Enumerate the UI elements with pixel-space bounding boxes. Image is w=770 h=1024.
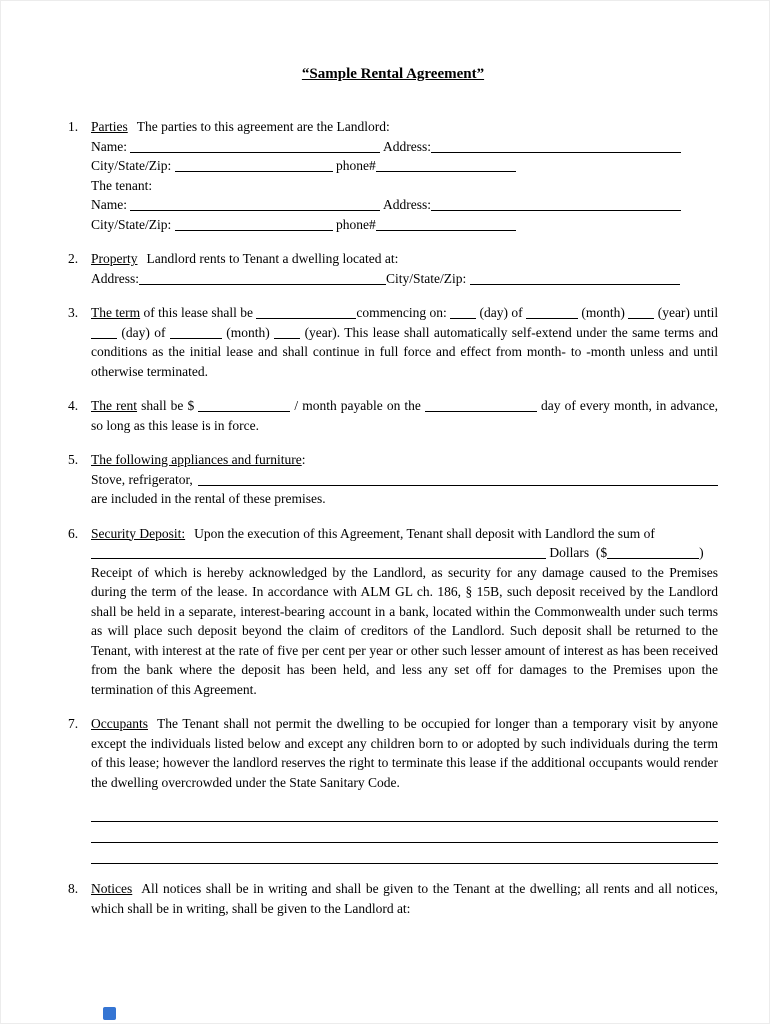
address-label: Address: (91, 270, 139, 286)
end-day-blank[interactable] (91, 325, 117, 339)
section-number: 1. (68, 119, 79, 134)
deposit-amount-numeric-blank[interactable] (607, 545, 699, 559)
heading-rent: The rent (91, 398, 138, 413)
heading-security-deposit: Security Deposit: (91, 525, 186, 541)
landlord-csz-blank[interactable] (175, 158, 333, 172)
heading-property: Property (91, 251, 138, 266)
appliances-blank[interactable] (198, 472, 718, 486)
occupants-blank-line-1[interactable] (91, 801, 718, 822)
section-security-deposit (68, 524, 718, 700)
section-number: 8. (68, 881, 79, 896)
term-text: of this lease shall be (143, 305, 253, 320)
appliances-list-text: Stove, refrigerator, (91, 471, 193, 487)
appliances-heading-line (91, 450, 718, 470)
section-occupants (68, 714, 718, 864)
rent-paragraph (91, 396, 718, 435)
landlord-name-blank[interactable] (130, 139, 380, 153)
deposit-body-paragraph: Receipt of which is hereby acknowledged by the Landlord, as security for any damage caused to the Premises during the term of the lease. In accordance with ALM GL ch. 186, § 15B, such deposit received by the Landlord shall be held in a separate, interest-bearing account in a bank, located within the Commonwealth under such terms as will place such deposit beyond the claim of creditors of the Landlord. Such deposit shall be returned to the Tenant, with interest at the rate of five per cent per year or other such lesser amount of interest as has been received from the bank where the deposit has been held, and less any set off for damages to the Premises upon the termination of this Agreement. (91, 564, 718, 697)
landlord-address-blank[interactable] (431, 139, 681, 153)
section-body (91, 879, 718, 918)
appliances-tail-line (91, 489, 718, 509)
section-body (91, 450, 718, 509)
deposit-amount-line (91, 543, 718, 563)
rent-tail-text: day of every month, in advance, so long as this lease is in force. (91, 398, 719, 433)
section-rent (68, 396, 718, 435)
rent-amount-blank[interactable] (198, 398, 290, 412)
property-address-blank[interactable] (139, 271, 386, 285)
section-number: 3. (68, 305, 79, 320)
document-title: “Sample Rental Agreement” (301, 66, 485, 82)
landlord-name-line (91, 137, 718, 157)
section-body (91, 714, 718, 864)
parties-intro-line (91, 117, 718, 137)
appliances-colon: : (301, 452, 306, 467)
name-label: Name: (91, 197, 127, 212)
term-month-text: (month) (226, 324, 270, 340)
term-year-text: (year) (657, 305, 690, 320)
tenant-phone-blank[interactable] (376, 217, 516, 231)
occupants-paragraph (91, 714, 718, 792)
notices-body-text: All notices shall be in writing and shall be given to the Tenant at the dwelling; all rents and all notices, which shall be in writing, shall be given to the Landlord at: (91, 881, 718, 916)
landlord-phone-blank[interactable] (376, 158, 516, 172)
rent-due-day-blank[interactable] (425, 398, 537, 412)
end-year-blank[interactable] (274, 325, 300, 339)
rent-text: shall be $ (141, 398, 195, 413)
occupants-body-text: The Tenant shall not permit the dwelling to be occupied for longer than a temporary visit by anyone except the individuals listed below and except any children born to or adopted by such individuals during the term of this lease; however the landlord reserves the right to terminate this lease if the additional occupants would render the dwelling overcrowded under the State Sanitary Code. (91, 716, 718, 790)
deposit-intro-line (91, 524, 718, 544)
heading-occupants: Occupants (91, 716, 148, 731)
property-intro-text: Landlord rents to Tenant a dwelling located at: (146, 251, 399, 266)
heading-parties: Parties (91, 119, 128, 134)
section-body (91, 249, 718, 288)
tenant-name-blank[interactable] (130, 197, 380, 211)
occupants-blank-lines (91, 801, 718, 864)
heading-notices: Notices (91, 881, 133, 896)
appliances-tail-text: are included in the rental of these premises. (91, 491, 326, 506)
csz-label: City/State/Zip: (386, 270, 467, 286)
deposit-intro-text: Upon the execution of this Agreement, Tenant shall deposit with Landlord the sum of (194, 525, 655, 541)
deposit-amount-words-blank[interactable] (91, 545, 546, 559)
parties-intro-text: The parties to this agreement are the Landlord: (136, 119, 390, 134)
section-number: 4. (68, 398, 79, 413)
property-intro-line (91, 249, 718, 269)
csz-label: City/State/Zip: (91, 158, 172, 173)
section-body (91, 117, 718, 234)
section-appliances (68, 450, 718, 509)
end-month-blank[interactable] (170, 325, 222, 339)
heading-appliances: The following appliances and furniture (91, 452, 302, 467)
rent-payable-text: / month payable on the (294, 398, 421, 413)
section-body (91, 396, 718, 435)
section-number: 7. (68, 716, 79, 731)
section-number: 6. (68, 525, 79, 541)
section-number: 5. (68, 452, 79, 467)
tenant-csz-blank[interactable] (175, 217, 333, 231)
term-until-text: until (693, 305, 719, 320)
occupants-blank-line-3[interactable] (91, 843, 718, 864)
section-term (68, 303, 718, 381)
start-day-blank[interactable] (450, 305, 476, 319)
dollars-label: Dollars ($ (549, 545, 608, 560)
tenant-csz-line (91, 215, 718, 235)
term-commencing-text: commencing on: (356, 305, 447, 320)
phone-label: phone# (336, 158, 376, 173)
address-label: Address: (383, 197, 432, 212)
term-day-of-text: (day) of (479, 305, 523, 320)
term-length-blank[interactable] (256, 305, 356, 319)
heading-term: The term (91, 305, 141, 320)
landlord-csz-line (91, 156, 718, 176)
occupants-blank-line-2[interactable] (91, 822, 718, 843)
close-paren: ) (699, 545, 704, 560)
notices-paragraph (91, 879, 718, 918)
term-paragraph (91, 303, 718, 381)
section-notices (68, 879, 718, 918)
csz-label: City/State/Zip: (91, 216, 172, 232)
term-tail-text: (year). This lease shall automatically self-extend under the same terms and conditions as the initial lease and shall continue in full force and effect from month- to -month unless and until otherwise terminated. (91, 324, 719, 379)
section-parties (68, 117, 718, 234)
start-year-blank[interactable] (628, 305, 654, 319)
name-label: Name: (91, 138, 127, 154)
section-property (68, 249, 718, 288)
term-day-of-text: (day) of (121, 324, 166, 340)
property-csz-blank[interactable] (470, 271, 680, 285)
tenant-address-blank[interactable] (431, 197, 681, 211)
section-number: 2. (68, 251, 79, 266)
appliances-list-line (91, 470, 718, 490)
tenant-name-line (91, 195, 718, 215)
tenant-heading-text: The tenant: (91, 177, 153, 193)
section-body (91, 303, 718, 381)
tenant-heading-line (91, 176, 718, 196)
property-address-line (91, 269, 718, 289)
page-corner-mark (103, 1007, 116, 1020)
term-month-text: (month) (581, 305, 625, 320)
start-month-blank[interactable] (526, 305, 578, 319)
address-label: Address: (383, 138, 432, 154)
phone-label: phone# (336, 216, 376, 232)
section-body (91, 524, 718, 700)
